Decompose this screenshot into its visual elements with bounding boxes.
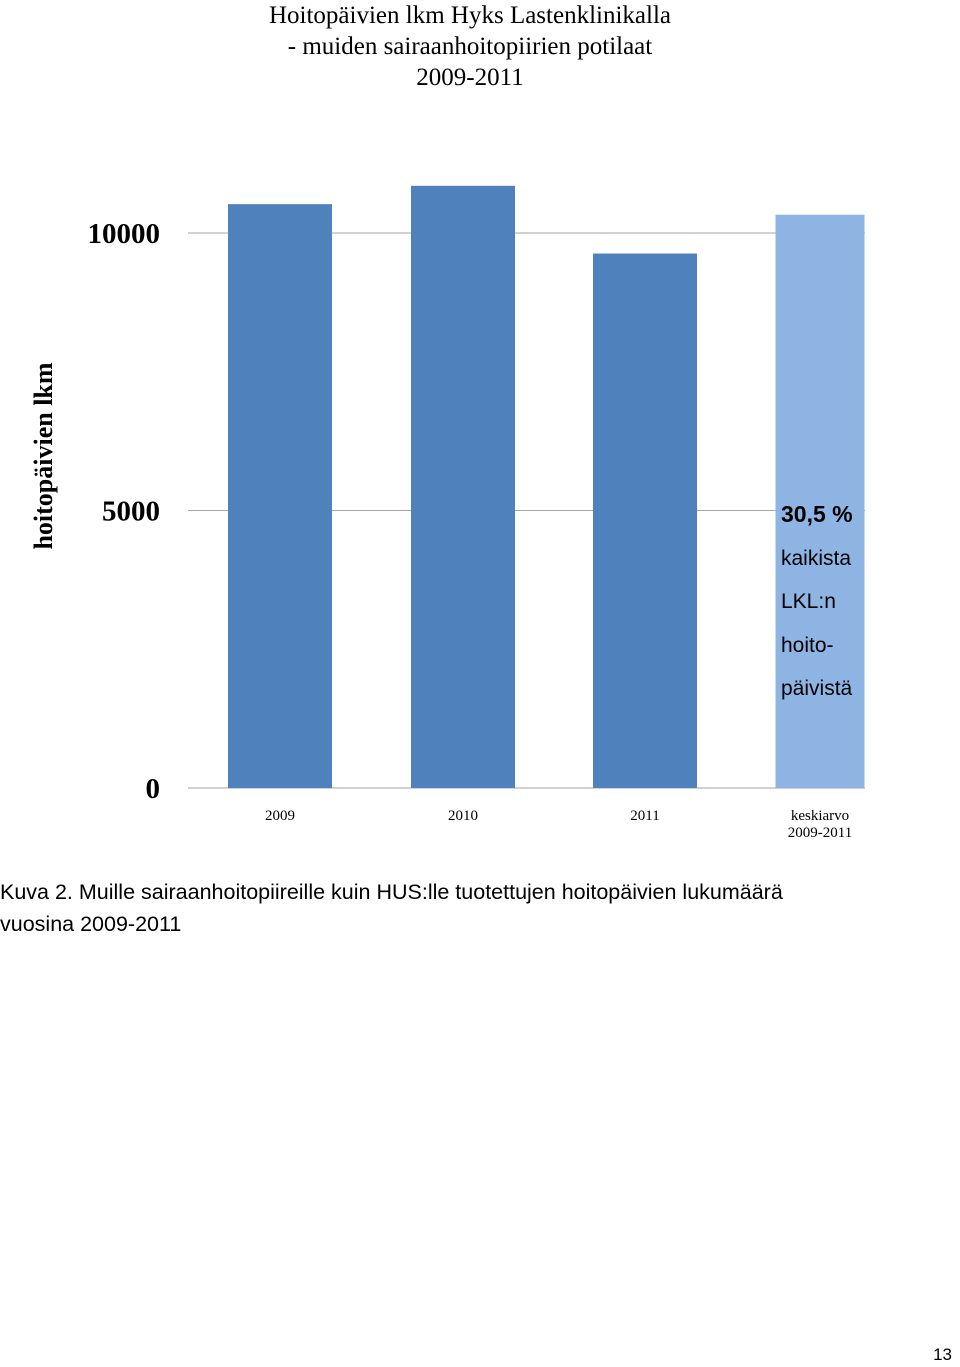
y-tick-label-5000: 5000 — [102, 495, 160, 528]
figure-caption — [0, 876, 940, 940]
bar-2 — [593, 254, 697, 788]
annotation-line-5: päivistä — [781, 677, 853, 700]
bar-0 — [228, 204, 332, 788]
average-annotation — [781, 493, 871, 711]
annotation-percent: 30,5 % — [781, 501, 853, 527]
x-tick-label-2-0: 2011 — [630, 808, 660, 824]
y-axis-title: hoitopäivien lkm — [29, 362, 58, 550]
y-tick-label-0: 0 — [145, 773, 160, 805]
x-tick-label-0-0: 2009 — [265, 808, 295, 824]
x-tick-label-3-1: 2009-2011 — [787, 825, 853, 841]
annotation-line-3: LKL:n — [781, 590, 836, 613]
x-tick-label-3-0: keskiarvo — [790, 808, 850, 824]
caption-line-2: vuosina 2009-2011 — [0, 912, 182, 936]
chart-title-line-2: - muiden sairaanhoitopiirien potilaat — [287, 33, 653, 60]
chart-title-line-3: 2009-2011 — [416, 64, 524, 91]
bar-1 — [411, 186, 515, 788]
caption-line-1: Kuva 2. Muille sairaanhoitopiireille kuin HUS:lle tuotettujen hoitopäivien lukumäärä — [0, 880, 783, 904]
annotation-line-4: hoito- — [781, 633, 834, 657]
page-number: 13 — [933, 1345, 952, 1364]
y-tick-label-10000: 10000 — [87, 218, 160, 250]
annotation-line-2: kaikista — [781, 546, 852, 570]
chart-title-line-1: Hoitopäivien lkm Hyks Lastenklinikalla — [268, 2, 671, 29]
x-tick-label-1-0: 2010 — [448, 808, 478, 824]
